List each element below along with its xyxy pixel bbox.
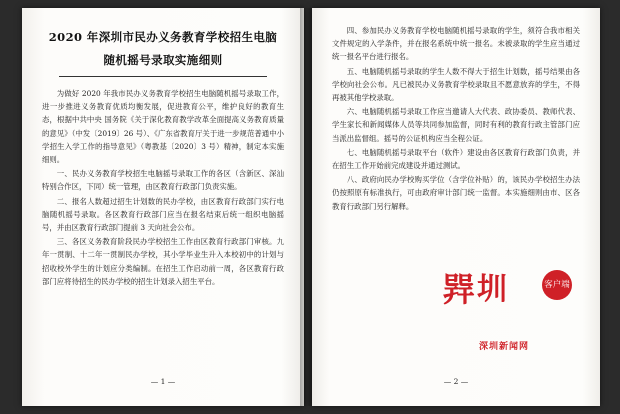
title-divider [59,76,267,77]
paragraph-article-4: 四、参加民办义务教育学校电脑随机摇号录取的学生，须符合我市相关文件规定的入学条件，并在报名系统中统一报名。未被录取的学生应当通过统一报名平台进行报名。 [332,26,580,62]
document-page-left [22,8,304,406]
page-number-left: — 1 — [150,377,176,386]
page-right-content [332,24,580,388]
seal-glyph-group [442,272,507,308]
seal-badge: 客户端 [542,270,572,300]
paragraph-article-5: 五、电脑随机摇号录取的学生人数不得大于招生计划数，摇号结果由各学校向社会公布。凡已被民办义务教育学校录取且不愿意放弃的学生，不得再被其他学校录取。 [332,66,580,103]
page-right-body [332,24,580,213]
page-left-content [42,24,284,388]
document-page-right [312,8,600,406]
seal-glyph-secondary: 圳 [477,272,507,307]
publisher-seal [442,268,574,352]
paragraph-preamble: 为做好 2020 年我市民办义务教育学校招生电脑随机摇号录取工作，进一步推进义务教育优质均衡发展，促进教育公平，维护良好的教育生态，根据中共中央 国务院《关于深化教育教学改革全面提高义务教育质量的意见》（中发〔2019〕26 号）、《广东省教育厅关于进一步规范普通中小学招生入学工作的指导意见》（粤教基〔2020〕3 号）精神，制定本实施细则。 [42,89,284,165]
paragraph-article-8: 八、政府向民办学校购买学位（含学位补贴）的，该民办学校招生办法仍按照原有标准执行，可由政府审计部门统一监督。本实施细则由市、区各教育行政部门另行解释。 [332,175,580,211]
paragraph-article-6: 六、电脑随机摇号录取工作应当邀请人大代表、政协委员、教师代表、学生家长和新闻媒体人员等共同参加监督，同时有利的教育行政主管部门应当派出监督组。摇号的公证机构应当全程公证。 [332,107,580,143]
paragraph-article-7: 七、电脑随机摇号录取平台（软件）建设由各区教育行政部门负责，并在招生工作开始前完成建设并通过测试。 [332,147,580,171]
page-left-body [42,87,284,288]
page-title-line-1: 2020 年深圳市民办义务教育学校招生电脑 [48,30,278,44]
page-number-right: — 2 — [443,377,469,386]
page-title-line-2: 随机摇号录取实施细则 [103,53,223,67]
seal-glyph-primary: 𢁅 [442,270,475,309]
seal-caption: 深圳新闻网 [478,342,529,352]
paragraph-article-2: 二、报名人数超过招生计划数的民办学校，由区教育行政部门实行电脑随机摇号录取。各区教育行政部门应当在报名结束后统一组织电脑摇号，并由区教育行政部门提前 3 天向社会公布。 [42,196,284,233]
paragraph-article-1: 一、民办义务教育学校招生电脑摇号录取工作的各区（含新区、深汕特别合作区，下同）统一管理，由区教育行政部门负责实施。 [42,169,284,192]
paragraph-article-3: 三、各区义务教育阶段民办学校招生工作由区教育行政部门审核。九年一贯制、十二年一贯制民办学校，其小学毕业生升入本校初中的计划与招收校外学生的计划应分类编制。在招生工作启动前一周，各区教育行政部门应将待招生的民办学校的招生计划录入招生平台。 [42,237,284,286]
